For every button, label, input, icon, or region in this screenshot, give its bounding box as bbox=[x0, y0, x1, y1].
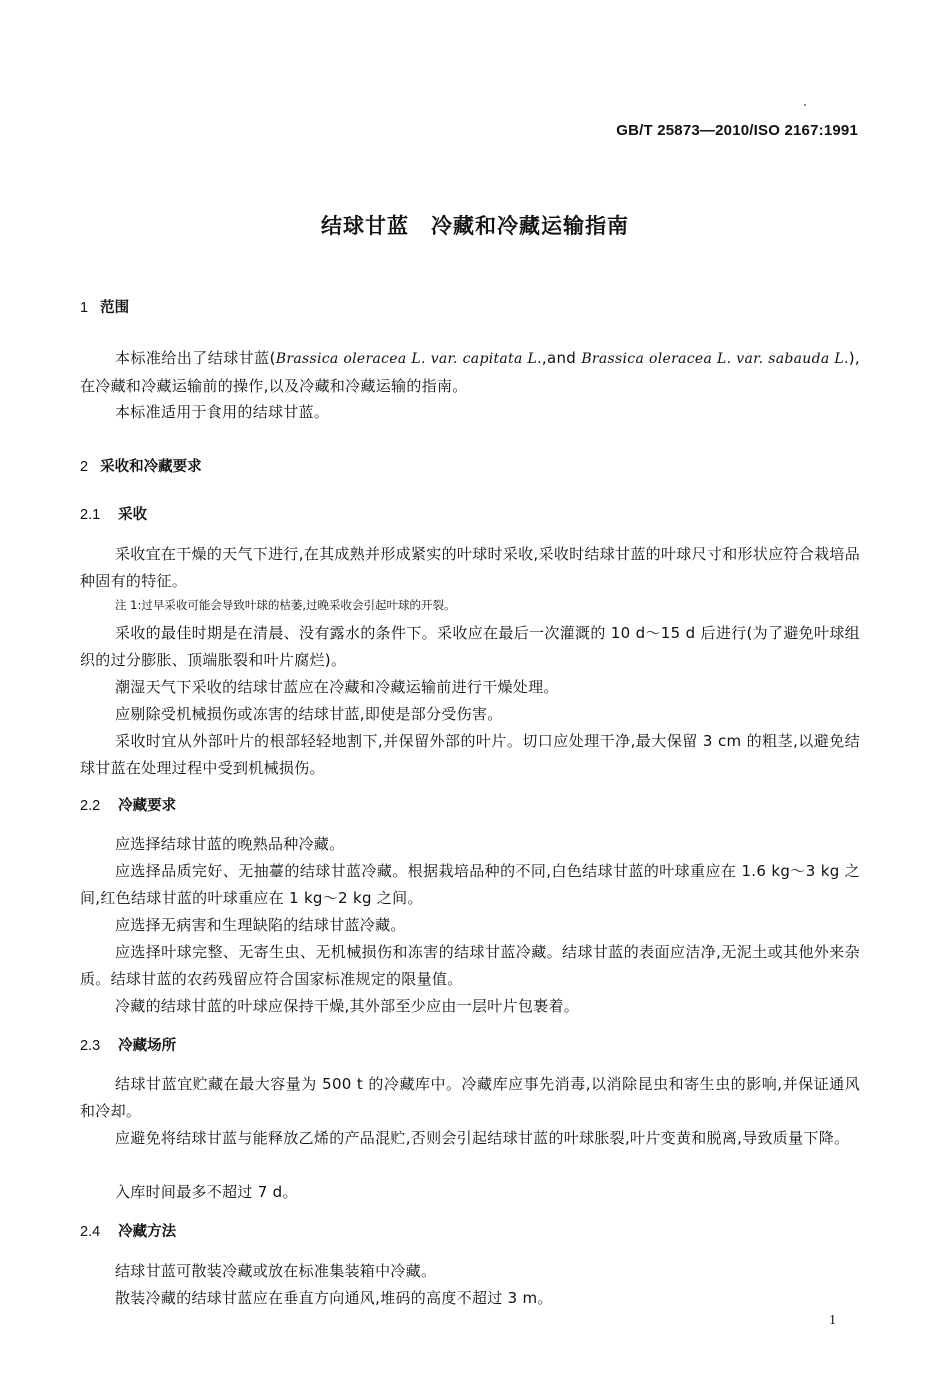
scope-text-and: ,and bbox=[541, 349, 577, 367]
section-1-heading bbox=[80, 296, 129, 317]
section-2-2-heading bbox=[80, 794, 176, 815]
section-number: 2.1 bbox=[80, 507, 101, 523]
document-title: 结球甘蓝 冷藏和冷藏运输指南 bbox=[321, 214, 629, 238]
storage-place-paragraph-2: 应避免将结球甘蓝与能释放乙烯的产品混贮,否则会引起结球甘蓝的叶球胀裂,叶片变黄和脱离,导致质量下降。 bbox=[115, 1129, 850, 1147]
section-2-heading bbox=[80, 455, 202, 476]
scope-text-before: 本标准给出了结球甘蓝( bbox=[115, 349, 276, 367]
storage-req-paragraph-1: 应选择结球甘蓝的晚熟品种冷藏。 bbox=[115, 835, 345, 853]
storage-req-paragraph-4: 应选择叶球完整、无寄生虫、无机械损伤和冻害的结球甘蓝冷藏。结球甘蓝的表面应洁净,无泥土或其他外来杂质。结球甘蓝的农药残留应符合国家标准规定的限量值。 bbox=[80, 943, 860, 988]
harvest-note: 注 1:过早采收可能会导致叶球的枯萎,过晚采收会引起叶球的开裂。 bbox=[115, 598, 456, 612]
storage-req-paragraph-5: 冷藏的结球甘蓝的叶球应保持干燥,其外部至少应由一层叶片包裹着。 bbox=[115, 997, 580, 1015]
section-title: 冷藏方法 bbox=[118, 1224, 177, 1240]
storage-method-paragraph-2: 散装冷藏的结球甘蓝应在垂直方向通风,堆码的高度不超过 3 m。 bbox=[115, 1289, 553, 1307]
scan-speck bbox=[804, 104, 806, 106]
storage-req-paragraph-2: 应选择品质完好、无抽薹的结球甘蓝冷藏。根据栽培品种的不同,白色结球甘蓝的叶球重应在 1.6 kg～3 kg 之间,红色结球甘蓝的叶球重应在 1 kg～2 kg 之间。 bbox=[80, 862, 860, 907]
section-number: 2.4 bbox=[80, 1224, 101, 1240]
scope-paragraph bbox=[80, 345, 860, 400]
section-2-3-heading bbox=[80, 1034, 176, 1055]
harvest-paragraph-4: 应剔除受机械损伤或冻害的结球甘蓝,即使是部分受伤害。 bbox=[115, 705, 503, 723]
section-number: 2.3 bbox=[80, 1038, 101, 1054]
harvest-paragraph-5: 采收时宜从外部叶片的根部轻轻地割下,并保留外部的叶片。切口应处理干净,最大保留 3 cm 的粗茎,以避免结球甘蓝在处理过程中受到机械损伤。 bbox=[80, 732, 860, 777]
standard-number: GB/T 25873—2010/ISO 2167:1991 bbox=[616, 122, 858, 139]
section-2-1-heading bbox=[80, 503, 147, 524]
scope-applicability: 本标准适用于食用的结球甘蓝。 bbox=[115, 403, 330, 421]
storage-place-paragraph-3: 入库时间最多不超过 7 d。 bbox=[115, 1183, 298, 1201]
storage-req-paragraph-3: 应选择无病害和生理缺陷的结球甘蓝冷藏。 bbox=[115, 916, 406, 934]
latin-name-capitata: Brassica oleracea L. var. capitata L. bbox=[275, 351, 542, 367]
harvest-paragraph-1: 采收宜在干燥的天气下进行,在其成熟并形成紧实的叶球时采收,采收时结球甘蓝的叶球尺寸和形状应符合栽培品种固有的特征。 bbox=[80, 545, 860, 590]
section-title: 采收和冷藏要求 bbox=[100, 459, 202, 475]
harvest-paragraph-2: 采收的最佳时期是在清晨、没有露水的条件下。采收应在最后一次灌溉的 10 d～15 d 后进行(为了避免叶球组织的过分膨胀、顶端胀裂和叶片腐烂)。 bbox=[80, 624, 860, 669]
scope-text-after: ),在冷藏和冷藏运输前的操作,以及冷藏和冷藏运输的指南。 bbox=[80, 349, 860, 395]
latin-name-sabauda: Brassica oleracea L. var. sabauda L. bbox=[581, 351, 849, 367]
section-number: 2.2 bbox=[80, 798, 101, 814]
page-number: 1 bbox=[829, 1313, 836, 1328]
section-number: 1 bbox=[80, 300, 89, 316]
section-2-4-heading bbox=[80, 1220, 176, 1241]
section-number: 2 bbox=[80, 459, 89, 475]
section-title: 范围 bbox=[100, 300, 130, 316]
storage-place-paragraph-1: 结球甘蓝宜贮藏在最大容量为 500 t 的冷藏库中。冷藏库应事先消毒,以消除昆虫和寄生虫的影响,并保证通风和冷却。 bbox=[80, 1075, 860, 1120]
section-title: 冷藏要求 bbox=[118, 798, 177, 814]
section-title: 采收 bbox=[118, 507, 148, 523]
section-title: 冷藏场所 bbox=[118, 1038, 177, 1054]
storage-method-paragraph-1: 结球甘蓝可散装冷藏或放在标准集装箱中冷藏。 bbox=[115, 1262, 437, 1280]
harvest-paragraph-3: 潮湿天气下采收的结球甘蓝应在冷藏和冷藏运输前进行干燥处理。 bbox=[115, 678, 559, 696]
